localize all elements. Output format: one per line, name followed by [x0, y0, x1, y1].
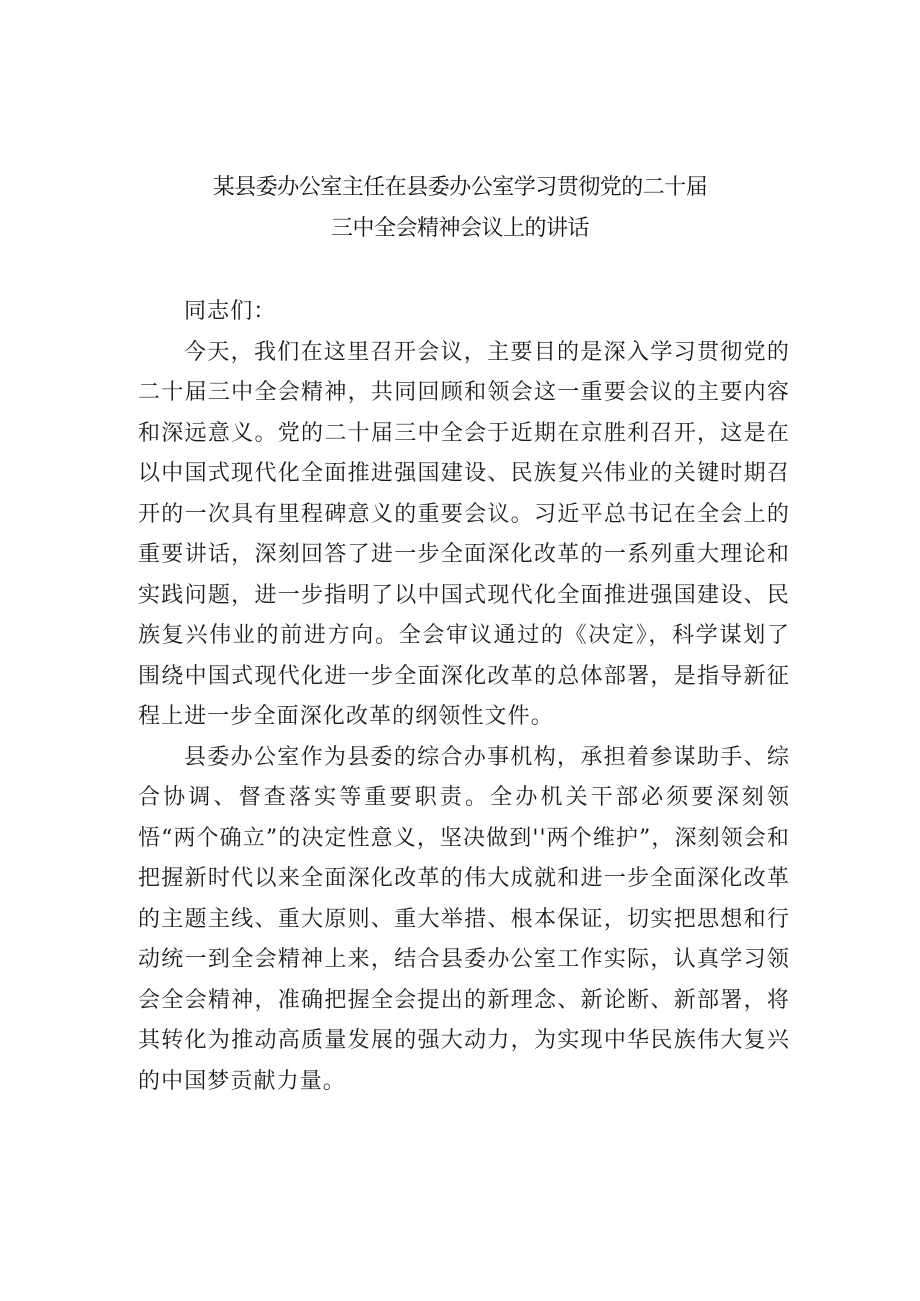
document-body — [138, 292, 790, 1102]
paragraph-2: 县委办公室作为县委的综合办事机构，承担着参谋助手、综合协调、督查落实等重要职责。全办机关干部必须要深刻领悟“两个确立”的决定性意义，坚决做到''两个维护”，深刻领会和把握新时代以来全面深化改革的伟大成就和进一步全面深化改革的主题主线、重大原则、重大举措、根本保证，切实把思想和行动统一到全会精神上来，结合县委办公室工作实际，认真学习领会全会精神，准确把握全会提出的新理念、新论断、新部署，将其转化为推动高质量发展的强大动力，为实现中华民族伟大复兴的中国梦贡献力量。 — [138, 744, 790, 1094]
salutation: 同志们： — [184, 299, 277, 324]
document-title-line-2: 三中全会精神会议上的讲话 — [330, 216, 589, 241]
paragraph-1: 今天，我们在这里召开会议，主要目的是深入学习贯彻党的二十届三中全会精神，共同回顾和领会这一重要会议的主要内容和深远意义。党的二十届三中全会于近期在京胜利召开，这是在以中国式现代化全面推进强国建设、民族复兴伟业的关键时期召开的一次具有里程碑意义的重要会议。习近平总书记在全会上的重要讲话，深刻回答了进一步全面深化改革的一系列重大理论和实践问题，进一步指明了以中国式现代化全面推进强国建设、民族复兴伟业的前进方向。全会审议通过的《决定》，科学谋划了围绕中国式现代化进一步全面深化改革的总体部署，是指导新征程上进一步全面深化改革的纲领性文件。 — [138, 339, 790, 729]
document-title-line-1: 某县委办公室主任在县委办公室学习贯彻党的二十届 — [212, 175, 708, 200]
